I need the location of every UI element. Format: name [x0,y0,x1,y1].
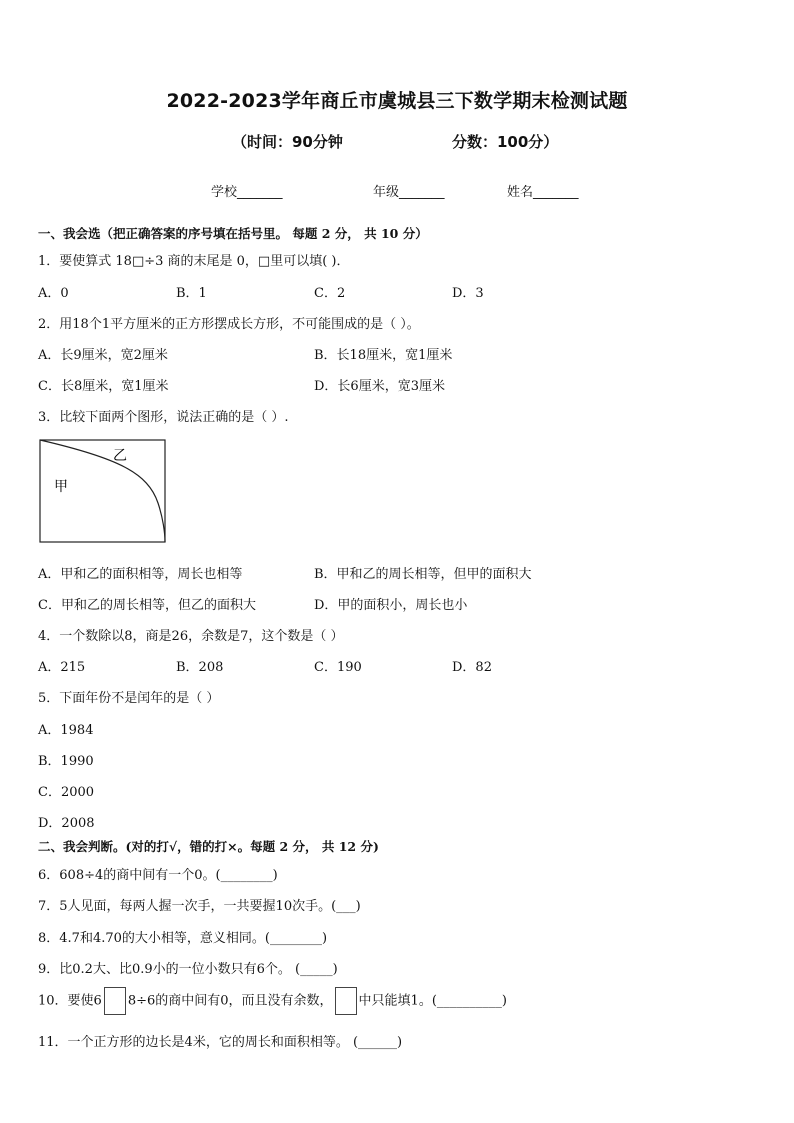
section-heading-1: 一、我会选（把正确答案的序号填在括号里。 每题 2 分， 共 10 分） [38,226,428,241]
q3-option-c: C．甲和乙的周长相等，但乙的面积大 [38,598,256,613]
q3-option-a: A．甲和乙的面积相等，周长也相等 [38,567,243,582]
q2-option-c: C．长8厘米，宽1厘米 [38,379,169,394]
exam-title: 2022-2023学年商丘市虞城县三下数学期末检测试题 [166,90,628,112]
question-8: 8．4.7和4.70的大小相等，意义相同。(________) [38,931,328,946]
q1-option-d: D．3 [452,286,484,301]
q4-option-a: A．215 [38,660,86,675]
q10-middle: 8÷6的商中间有0，而且没有余数， [127,993,333,1009]
section-heading-2: 二、我会判断。(对的打√，错的打×。每题 2 分， 共 12 分) [38,839,379,854]
question-6: 6．608÷4的商中间有一个0。(________) [38,868,278,883]
q1-option-c: C．2 [314,286,346,301]
q1-option-a: A．0 [38,286,69,301]
q3-label-b: 乙 [113,448,127,464]
q10-blank-box-1 [104,987,126,1015]
q5-option-b: B．1990 [38,754,94,769]
question-1: 1．要使算式 18□÷3 商的末尾是 0，□里可以填( )． [38,254,350,269]
name-field: 姓名_______ [507,185,579,200]
question-11: 11．一个正方形的边长是4米，它的周长和面积相等。 (______) [38,1035,403,1050]
question-3: 3．比较下面两个图形，说法正确的是（ ）. [38,410,289,425]
q5-option-d: D．2008 [38,816,95,831]
school-field: 学校_______ [211,185,283,200]
question-5: 5．下面年份不是闰年的是（ ） [38,691,220,706]
q3-label-a: 甲 [54,479,68,495]
question-2: 2．用18个1平方厘米的正方形摆成长方形，不可能围成的是（ ）。 [38,317,420,332]
question-4: 4．一个数除以8，商是26，余数是7，这个数是（ ） [38,629,344,644]
q2-option-a: A．长9厘米，宽2厘米 [38,348,168,363]
q10-suffix: 中只能填1。(__________) [358,993,507,1009]
question-10 [38,987,507,1016]
q4-option-b: B．208 [176,660,224,675]
q1-option-b: B．1 [176,286,207,301]
q4-option-c: C．190 [314,660,362,675]
exam-score: 分数：100分） [452,133,559,151]
q2-option-d: D．长6厘米，宽3厘米 [314,379,445,394]
q4-option-d: D．82 [452,660,492,675]
question-7: 7．5人见面，每两人握一次手，一共要握10次手。(___) [38,899,361,914]
q3-option-b: B．甲和乙的周长相等，但甲的面积大 [314,567,532,582]
q10-prefix: 10．要使6 [38,993,102,1009]
q2-option-b: B．长18厘米，宽1厘米 [314,348,453,363]
q3-option-d: D．甲的面积小，周长也小 [314,598,468,613]
question-9: 9．比0.2大、比0.9小的一位小数只有6个。 (_____) [38,962,338,977]
q3-figure [38,438,168,544]
q5-option-a: A．1984 [38,723,94,738]
grade-field: 年级_______ [373,185,445,200]
q5-option-c: C．2000 [38,785,95,800]
q10-blank-box-2 [335,987,357,1015]
exam-time: （时间：90分钟 [232,133,343,151]
